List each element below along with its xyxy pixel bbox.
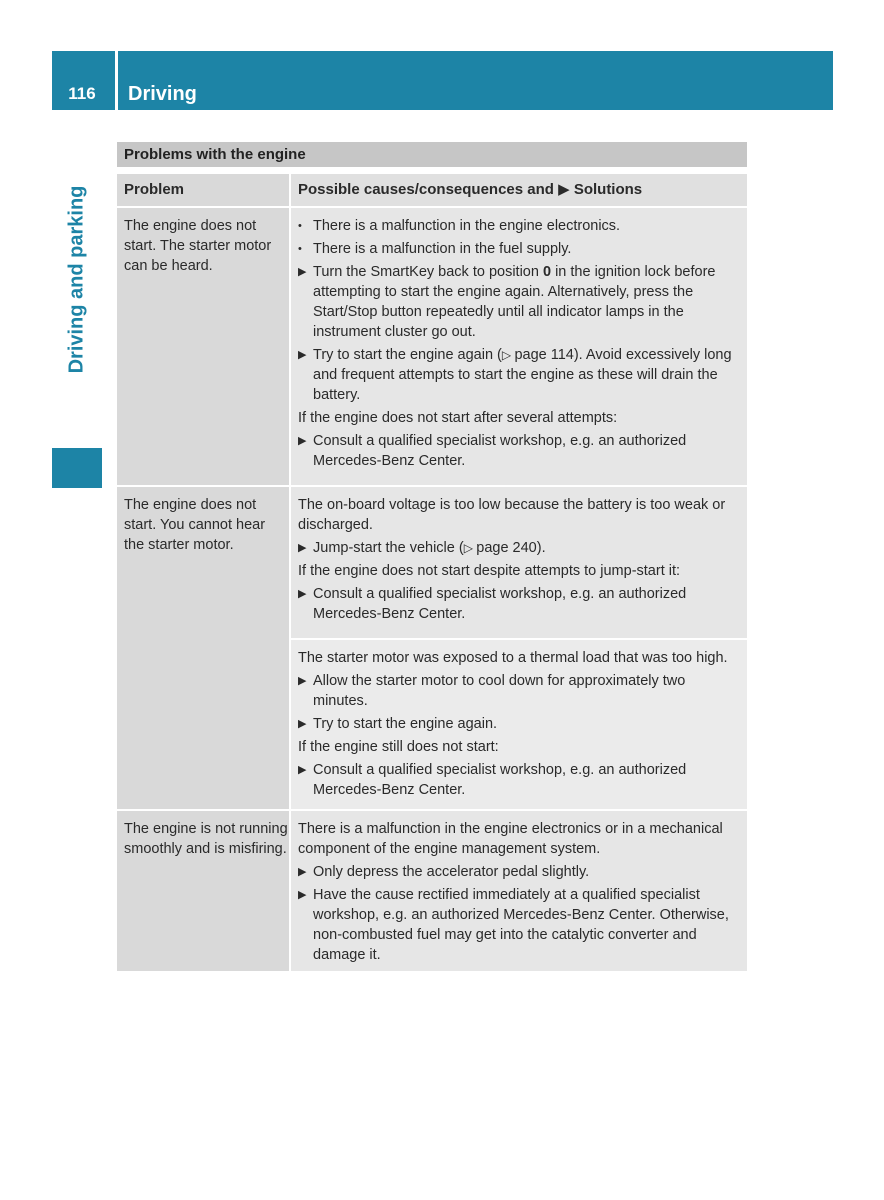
page-number: 116	[68, 84, 96, 103]
page-reference-icon: ▷	[463, 541, 477, 555]
solution-cell	[291, 640, 747, 809]
instruction-step: ▶ Try to start the engine again (▷ page 114). Avoid excessively long and frequent attempts to start the engine as these will drain the battery.	[298, 347, 732, 403]
note-text: If the engine still does not start:	[298, 739, 499, 755]
engine-problems-table	[117, 142, 747, 973]
side-tab-label: Driving and parking	[65, 185, 88, 373]
triangle-right-icon: ▶	[298, 675, 307, 687]
solution-cell	[291, 487, 747, 638]
section-title: Driving	[128, 83, 197, 105]
instruction-step: ▶ Allow the starter motor to cool down for approximately two minutes.	[298, 673, 686, 709]
triangle-right-icon: ▶	[298, 866, 307, 878]
solution-cell	[291, 208, 747, 485]
instruction-step: ▶ Try to start the engine again.	[298, 716, 498, 732]
triangle-right-icon: ▶	[298, 889, 307, 901]
bullet-dot-icon: •	[298, 243, 302, 255]
instruction-step: ▶ Only depress the accelerator pedal slightly.	[298, 864, 590, 880]
table-row	[117, 487, 747, 809]
cause-text: The on-board voltage is too low because the battery is too weak or discharged.	[298, 497, 726, 533]
column-header-problem: Problem	[117, 174, 289, 206]
bullet-dot-icon: •	[298, 220, 302, 232]
cause-text: The starter motor was exposed to a thermal load that was too high.	[298, 650, 728, 666]
table-row	[117, 208, 747, 485]
triangle-right-icon: ▶	[298, 266, 307, 278]
cause-text: There is a malfunction in the engine electronics or in a mechanical component of the engine management system.	[298, 821, 723, 857]
table-caption: Problems with the engine	[117, 142, 747, 167]
instruction-step: ▶ Jump-start the vehicle (▷ page 240).	[298, 540, 546, 556]
solution-stack	[291, 487, 747, 809]
column-header-solution: Possible causes/consequences and ▶ Solutions	[291, 174, 747, 206]
side-tab-marker	[52, 448, 102, 488]
table-row	[117, 811, 747, 971]
page-reference-link[interactable]: page 240	[476, 540, 537, 556]
triangle-right-icon: ▶	[298, 349, 307, 361]
header-divider	[115, 51, 118, 110]
page-reference-icon: ▷	[501, 348, 515, 362]
table-header-row	[117, 174, 747, 206]
instruction-step: ▶ Consult a qualified specialist workshop, e.g. an authorized Mercedes-Benz Center.	[298, 762, 687, 798]
list-item: • There is a malfunction in the engine electronics.	[298, 218, 621, 234]
note-text: If the engine does not start despite attempts to jump-start it:	[298, 563, 681, 579]
instruction-step: ▶ Turn the SmartKey back to position 0 in the ignition lock before attempting to start the engine again. Alternatively, press the Start/Stop button repeatedly until all indicator lamps in the instrument cluster go out.	[298, 264, 716, 340]
problem-cell: The engine does not start. You cannot hear the starter motor.	[117, 487, 289, 809]
triangle-right-icon: ▶	[298, 764, 307, 776]
note-text: If the engine does not start after several attempts:	[298, 410, 618, 426]
problem-cell: The engine does not start. The starter motor can be heard.	[117, 208, 289, 485]
instruction-step: ▶ Consult a qualified specialist workshop, e.g. an authorized Mercedes-Benz Center.	[298, 433, 687, 469]
solution-cell	[291, 811, 747, 971]
list-item: • There is a malfunction in the fuel supply.	[298, 241, 572, 257]
triangle-right-icon: ▶	[298, 542, 307, 554]
problem-cell: The engine is not running smoothly and is misfiring.	[117, 811, 289, 971]
triangle-right-icon: ▶	[298, 435, 307, 447]
triangle-right-icon: ▶	[298, 718, 307, 730]
page-reference-link[interactable]: page 114	[514, 347, 574, 363]
side-tab	[52, 110, 102, 448]
instruction-step: ▶ Consult a qualified specialist workshop, e.g. an authorized Mercedes-Benz Center.	[298, 586, 687, 622]
instruction-step: ▶ Have the cause rectified immediately at a qualified specialist workshop, e.g. an authorized Mercedes-Benz Center. Otherwise, non-combusted fuel may get into the catalytic converter and damage it.	[298, 887, 729, 963]
triangle-right-icon: ▶	[298, 588, 307, 600]
